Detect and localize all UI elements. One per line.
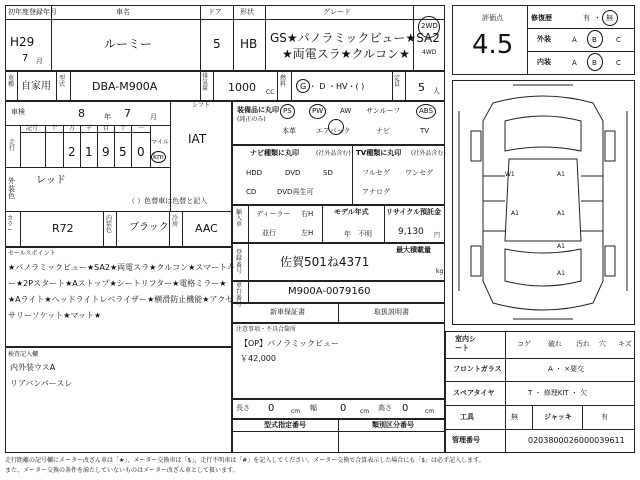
tools: 無 [511, 413, 518, 421]
grade-option: B [592, 36, 597, 44]
max-load-label: 最大積載量 [396, 246, 431, 254]
exterior-grade-label: 外装 [537, 35, 551, 43]
reg-month: 7 [22, 53, 29, 64]
mileage-digit: 2 [68, 145, 76, 159]
navi-item: DVD再生可 [277, 188, 314, 196]
doors-label: ドア [208, 8, 222, 16]
equipment-item: AW [340, 107, 352, 115]
damage-mark: A1 [511, 210, 519, 217]
tv-sub: (社外品含む) [411, 150, 446, 157]
capacity-label: 定員 [394, 75, 401, 88]
reg-number: 佐賀501ね4371 [280, 255, 370, 269]
new-warranty: 新車保証書 [270, 308, 305, 316]
width-label: 幅 [310, 404, 317, 412]
capacity-unit: 人 [433, 87, 440, 95]
mileage-digit: 9 [102, 145, 110, 159]
equipment-item: TV [420, 127, 430, 135]
year-unit: 年 [104, 113, 111, 121]
length: 0 [268, 403, 275, 414]
damage-mark: A1 [557, 243, 565, 250]
mile-label: マイル [151, 139, 169, 146]
yen-unit: 円 [434, 232, 441, 239]
fuel-options: G ・ D ・HV・( ) [300, 82, 365, 91]
reg-year: H29 [10, 35, 35, 49]
car-name-label: 車名 [116, 8, 130, 16]
damage-mark: A1 [557, 270, 565, 277]
type-row [5, 71, 445, 101]
grade-label: グレード [323, 8, 351, 16]
tv-label: TV種類に丸印 [356, 149, 402, 157]
tv-item: アナログ [362, 188, 390, 196]
damage-mark: A1 [557, 171, 565, 178]
damage-mark: A1 [557, 210, 565, 217]
equipment-item: ナビ [376, 127, 390, 135]
model-year-label: モデル年式 [334, 208, 369, 216]
grade-option: C [616, 36, 621, 44]
repair-option: 有 [583, 14, 590, 22]
width-unit: cm [360, 408, 370, 415]
shift-label: シフト [192, 102, 211, 109]
inspection-label: 車検 [11, 108, 25, 116]
chassis-label: 車台番号 [236, 282, 243, 308]
width: 0 [340, 403, 347, 414]
shape: HB [240, 37, 258, 51]
car-name: ルーミー [104, 37, 153, 51]
sales-points-label: セールスポイント [8, 250, 56, 257]
equipment-item: PW [312, 107, 324, 115]
navi-label: ナビ種類に丸印 [250, 149, 299, 157]
sales-point-line: サリーソケット★マット★ [8, 311, 102, 320]
reg-year-label: 初年度登録年月 [8, 8, 57, 16]
shift: IAT [188, 132, 207, 146]
seat-option: キズ [618, 340, 632, 348]
note-label: 注意事項・不具合箇所 [236, 326, 297, 333]
fuel-label: 燃料 [280, 75, 287, 88]
grade-line2: ★両電スラ★クルコン★ [282, 47, 410, 61]
navi-item: CD [246, 188, 257, 196]
mileage-header: 十 [51, 125, 58, 132]
import-label: 輸入車 [236, 209, 243, 228]
equipment-item: エアバック [316, 127, 351, 135]
exterior-label: 外装色 [8, 177, 15, 201]
repair-option: 無 [606, 14, 613, 22]
equipment-sub: (純正のみ) [237, 116, 266, 123]
displacement-label: 排気量 [202, 73, 209, 92]
inspector-line: 内外装ウスA [10, 363, 56, 372]
score-label: 評価点 [482, 14, 503, 22]
spare-tire: T ・ 修理KIT ・ 欠 [528, 389, 588, 397]
equipment-item: PS [283, 107, 292, 115]
mileage-header: 十 [120, 125, 127, 132]
model-code: DBA-M900A [92, 80, 158, 93]
tv-item: ワンセグ [405, 169, 433, 177]
color-code-label: カラー [7, 215, 14, 234]
equipment-label: 装備品に丸印 [237, 106, 279, 114]
grade-option: A [572, 59, 577, 67]
mileage-label: 走行 [9, 139, 16, 152]
interior-grade-label: 内装 [537, 58, 551, 66]
dealer: ディーラー [256, 210, 291, 218]
seat-option: 穴 [599, 340, 606, 348]
score: 4.5 [472, 30, 514, 60]
grade-option: C [616, 59, 621, 67]
navi-sub: (社外品含む) [316, 150, 351, 157]
sales-point-line: ★Aライト★ヘッドライトレベライザー★横滑防止機能★アクセ [8, 295, 234, 304]
category-label: 車種 [8, 75, 15, 88]
jack: 有 [601, 413, 608, 421]
management-number: 0203800026000039611 [528, 436, 625, 445]
drive-4wd: 4WD [422, 49, 437, 56]
doors: 5 [213, 37, 221, 51]
grade-option: A [572, 36, 577, 44]
repair-label: 修復歴 [531, 14, 552, 22]
recycle-label: リサイクル預託金 [386, 208, 442, 216]
month-unit-2: 月 [150, 113, 157, 121]
height-label: 高さ [378, 404, 392, 412]
dimensions-box [232, 399, 445, 419]
tv-item: フルセグ [362, 169, 390, 177]
displacement: 1000 [228, 81, 256, 94]
kg-unit: kg [436, 268, 444, 275]
mileage-digit: 0 [137, 145, 145, 159]
interior-label: 内装色 [106, 215, 113, 234]
management-label: 管理番号 [452, 436, 480, 444]
inspector-line: リアバンパースレ [10, 379, 73, 388]
type-label: 型式 [59, 75, 66, 88]
shape-label: 形状 [240, 8, 254, 16]
recycle-value: 9,130 [398, 227, 424, 237]
mileage-digit: 1 [85, 145, 93, 159]
model-designation-label: 型式指定番号 [264, 421, 306, 429]
front-glass: A ・ ×要交 [548, 365, 585, 373]
model-year-value: 年 不明 [344, 230, 372, 238]
car-outline-diagram [453, 81, 634, 324]
km-label: km [153, 153, 164, 161]
mileage-digit: 5 [119, 145, 127, 159]
navi-item: DVD [285, 169, 301, 177]
capacity: 5 [418, 81, 425, 94]
seat-option: 汚れ [576, 340, 590, 348]
length-label: 長さ [236, 404, 250, 412]
mileage-header: 千 [86, 125, 93, 132]
equipment-item: ABS [419, 107, 433, 115]
grade-line1: GS★パノラミックビュー★SA2 [270, 31, 440, 45]
seat-option: コゲ [517, 340, 531, 348]
damage-mark: W1 [505, 171, 515, 178]
month-unit: 月 [36, 57, 43, 65]
inspection-year: 8 [78, 107, 85, 120]
navi-item: HDD [246, 169, 263, 177]
drive-2wd: 2WD [421, 22, 438, 30]
footer-line1: 走行距離の記号欄にメーター改ざん車は「★」、メーター交換車は「$」、走行不明車は「#」を記入してください。メーター交換で合算表示した場合にも「$」は必ず記入します。 [5, 457, 485, 464]
equipment-item: 本革 [282, 127, 296, 135]
grade-option: B [592, 59, 597, 67]
inspector-label: 検査記入欄 [8, 351, 39, 358]
height-unit: cm [425, 408, 435, 415]
ac-label: 冷房 [172, 215, 179, 228]
mileage-header: 百 [103, 125, 110, 132]
interior-color: ブラック [129, 222, 169, 233]
front-glass-label: フロントガラス [453, 365, 502, 373]
ac: AAC [195, 222, 218, 235]
parallel: 並行 [262, 229, 276, 237]
navi-item: SD [323, 169, 333, 177]
spare-tire-label: スペアタイヤ [453, 389, 495, 397]
cc-unit: CC [266, 89, 275, 96]
length-unit: cm [291, 408, 301, 415]
note-price: ￥42,000 [240, 354, 276, 363]
mileage-header: 記号 [26, 125, 39, 132]
manual: 取扱説明書 [374, 308, 409, 316]
mileage-header: 万 [69, 125, 76, 132]
category-class-label: 類別区分番号 [372, 421, 414, 429]
sales-point-line: ー★2Pスタート★Aストップ★シートリフター★電格ミラー★ [8, 279, 227, 288]
lhd: 左H [301, 229, 314, 237]
interior-seat-label: 室内シート [455, 335, 476, 353]
footer-line2: また、メーター交換の条件を満たしていないものはメーター改ざん車として扱います。 [5, 467, 239, 474]
chassis-number: M900A-0079160 [288, 286, 371, 297]
equipment-item: サンルーフ [366, 107, 401, 115]
reg-number-label: 登録番号 [236, 249, 243, 275]
color-code: R72 [52, 222, 74, 235]
mileage-header: 一 [138, 125, 145, 132]
tools-label: 工具 [460, 413, 474, 421]
rhd: 右H [301, 210, 314, 218]
seat-option: 破れ [548, 340, 562, 348]
sales-point-line: ★パノラミックビュー★SA2★両電スラ★クルコン★スマートキ [8, 263, 236, 272]
height: 0 [402, 403, 409, 414]
usage: 自家用 [21, 81, 51, 92]
exterior-color: レッド [36, 175, 66, 186]
inspection-month: 7 [124, 107, 131, 120]
jack-label: ジャッキ [544, 413, 572, 421]
note-op: 【OP】パノラミックビュー [240, 339, 339, 348]
damage-diagram [452, 80, 635, 325]
color-note: （ ）色替車は色替と記入 [128, 197, 208, 205]
